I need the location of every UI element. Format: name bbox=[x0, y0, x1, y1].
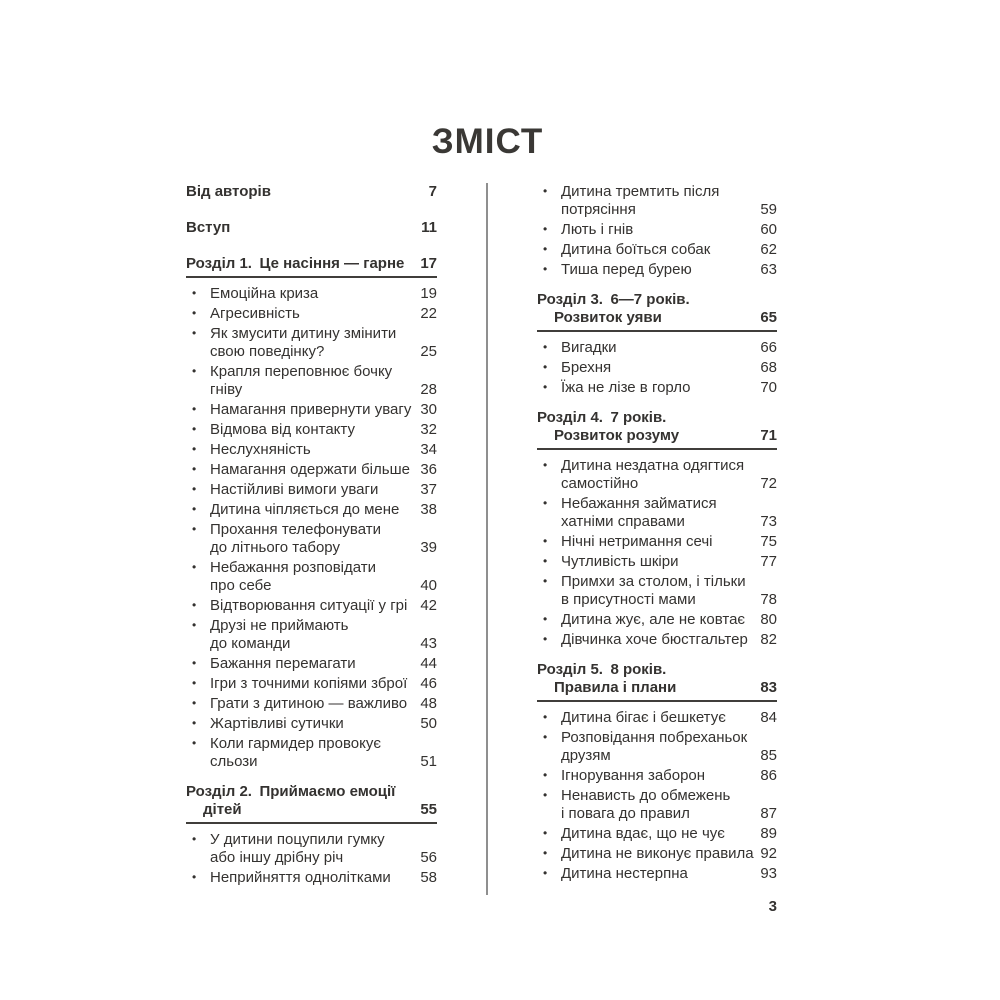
toc-entry-item bbox=[186, 675, 437, 693]
entry-text: Жартівливі сутички bbox=[210, 715, 344, 732]
bullet-icon: • bbox=[192, 522, 197, 536]
toc-entry-item bbox=[537, 339, 777, 357]
toc-entry-item bbox=[537, 729, 777, 765]
entry-text-continued: про себе bbox=[210, 577, 272, 594]
bullet-icon: • bbox=[192, 326, 197, 340]
toc-entry-item bbox=[537, 845, 777, 863]
entry-text-continued: Розвиток уяви bbox=[554, 309, 662, 326]
bullet-icon: • bbox=[543, 380, 548, 394]
entry-text: Небажання займатися bbox=[561, 495, 717, 512]
entry-page-number: 28 bbox=[420, 381, 437, 398]
entry-text-continued: до команди bbox=[210, 635, 291, 652]
entry-text: Чутливість шкіри bbox=[561, 553, 679, 570]
bullet-icon: • bbox=[192, 676, 197, 690]
toc-entry-item bbox=[186, 461, 437, 479]
bullet-icon: • bbox=[192, 832, 197, 846]
entry-text: Коли гармидер провокує bbox=[210, 735, 382, 752]
entry-text: Їжа не лізе в горло bbox=[561, 379, 691, 396]
entry-text: Розділ 5. 8 років. bbox=[537, 661, 667, 678]
entry-text-continued: хатніми справами bbox=[561, 513, 685, 530]
entry-page-number: 44 bbox=[420, 655, 437, 672]
entry-page-number: 55 bbox=[420, 801, 437, 818]
entry-text: Тиша перед бурею bbox=[561, 261, 692, 278]
toc-entry-item bbox=[537, 221, 777, 239]
entry-text: Намагання привернути увагу bbox=[210, 401, 412, 418]
toc-entry-item bbox=[537, 533, 777, 551]
entry-text: Розділ 1. Це насіння — гарне bbox=[186, 255, 405, 272]
bullet-icon: • bbox=[192, 462, 197, 476]
bullet-icon: • bbox=[543, 846, 548, 860]
entry-text-continued: до літнього табору bbox=[210, 539, 340, 556]
column-divider-rule bbox=[486, 183, 488, 895]
entry-page-number: 78 bbox=[760, 591, 777, 608]
entry-text: Дитина нестерпна bbox=[561, 865, 688, 882]
entry-text: Відмова від контакту bbox=[210, 421, 355, 438]
entry-text: Дитина вдає, що не чує bbox=[561, 825, 725, 842]
bullet-icon: • bbox=[543, 222, 548, 236]
entry-text: Брехня bbox=[561, 359, 612, 376]
toc-entry-item bbox=[537, 573, 777, 609]
entry-text: У дитини поцупили гумку bbox=[210, 831, 385, 848]
toc-entry-item bbox=[186, 559, 437, 595]
page-number: 3 bbox=[768, 898, 777, 915]
toc-columns bbox=[186, 183, 777, 895]
entry-text-continued: друзям bbox=[561, 747, 611, 764]
entry-text: Дитина жує, але не ковтає bbox=[561, 611, 746, 628]
toc-entry-item bbox=[537, 767, 777, 785]
entry-text: Ігнорування заборон bbox=[561, 767, 706, 784]
entry-page-number: 77 bbox=[760, 553, 777, 570]
entry-page-number: 60 bbox=[760, 221, 777, 238]
entry-page-number: 42 bbox=[420, 597, 437, 614]
bullet-icon: • bbox=[543, 262, 548, 276]
toc-entry-section bbox=[537, 409, 777, 450]
toc-entry-item bbox=[537, 865, 777, 883]
entry-page-number: 34 bbox=[420, 441, 437, 458]
bullet-icon: • bbox=[192, 696, 197, 710]
entry-text-continued: дітей bbox=[203, 801, 242, 818]
bullet-icon: • bbox=[192, 618, 197, 632]
entry-page-number: 36 bbox=[420, 461, 437, 478]
entry-page-number: 46 bbox=[420, 675, 437, 692]
entry-page-number: 50 bbox=[420, 715, 437, 732]
bullet-icon: • bbox=[543, 340, 548, 354]
entry-page-number: 19 bbox=[420, 285, 437, 302]
entry-text: Емоційна криза bbox=[210, 285, 319, 302]
bullet-icon: • bbox=[192, 502, 197, 516]
bullet-icon: • bbox=[543, 788, 548, 802]
entry-text: Друзі не приймають bbox=[210, 617, 349, 634]
toc-entry-section bbox=[537, 291, 777, 332]
entry-text: Примхи за столом, і тільки bbox=[561, 573, 746, 590]
entry-page-number: 66 bbox=[760, 339, 777, 356]
toc-entry-item bbox=[186, 735, 437, 771]
bullet-icon: • bbox=[543, 184, 548, 198]
entry-text-continued: свою поведінку? bbox=[210, 343, 325, 360]
entry-page-number: 87 bbox=[760, 805, 777, 822]
entry-page-number: 71 bbox=[760, 427, 777, 444]
entry-page-number: 73 bbox=[760, 513, 777, 530]
toc-entry-item bbox=[186, 869, 437, 887]
toc-entry-section bbox=[186, 783, 437, 824]
toc-entry-item bbox=[186, 597, 437, 615]
entry-page-number: 68 bbox=[760, 359, 777, 376]
entry-text-continued: в присутності мами bbox=[561, 591, 696, 608]
entry-page-number: 63 bbox=[760, 261, 777, 278]
toc-entry-item bbox=[537, 787, 777, 823]
entry-text: Агресивність bbox=[210, 305, 300, 322]
bullet-icon: • bbox=[543, 632, 548, 646]
entry-page-number: 43 bbox=[420, 635, 437, 652]
toc-entry-item bbox=[537, 379, 777, 397]
entry-page-number: 80 bbox=[760, 611, 777, 628]
toc-entry-item bbox=[537, 359, 777, 377]
entry-text: Крапля переповнює бочку bbox=[210, 363, 393, 380]
entry-text: Як змусити дитину змінити bbox=[210, 325, 397, 342]
entry-page-number: 85 bbox=[760, 747, 777, 764]
entry-text: Вигадки bbox=[561, 339, 617, 356]
entry-text: Дитина не виконує правила bbox=[561, 845, 754, 862]
entry-text: Розділ 4. 7 років. bbox=[537, 409, 667, 426]
entry-text-continued: або іншу дрібну річ bbox=[210, 849, 344, 866]
toc-entry-item bbox=[537, 241, 777, 259]
entry-text-continued: Правила і плани bbox=[554, 679, 677, 696]
entry-text: Неприйняття однолітками bbox=[210, 869, 391, 886]
toc-column-right bbox=[537, 183, 777, 885]
entry-page-number: 11 bbox=[421, 219, 437, 236]
entry-text: Дитина нездатна одягтися bbox=[561, 457, 745, 474]
entry-text: Прохання телефонувати bbox=[210, 521, 381, 538]
entry-page-number: 51 bbox=[420, 753, 437, 770]
toc-entry-front bbox=[186, 219, 437, 237]
bullet-icon: • bbox=[192, 422, 197, 436]
toc-entry-item bbox=[537, 183, 777, 219]
entry-text: Розділ 3. 6—7 років. bbox=[537, 291, 690, 308]
toc-entry-item bbox=[186, 715, 437, 733]
bullet-icon: • bbox=[543, 866, 548, 880]
entry-text: Дитина чіпляється до мене bbox=[210, 501, 400, 518]
entry-text-continued: потрясіння bbox=[561, 201, 636, 218]
bullet-icon: • bbox=[543, 730, 548, 744]
entry-text: Нічні нетримання сечі bbox=[561, 533, 713, 550]
entry-text: Ненависть до обмежень bbox=[561, 787, 731, 804]
toc-entry-item bbox=[537, 825, 777, 843]
entry-text: Розділ 2. Приймаємо емоції bbox=[186, 783, 396, 800]
entry-page-number: 72 bbox=[760, 475, 777, 492]
toc-entry-section bbox=[186, 255, 437, 278]
bullet-icon: • bbox=[192, 870, 197, 884]
toc-entry-item bbox=[186, 363, 437, 399]
toc-entry-item bbox=[537, 457, 777, 493]
bullet-icon: • bbox=[192, 656, 197, 670]
page-title: ЗМІСТ bbox=[431, 122, 544, 161]
toc-entry-item bbox=[186, 655, 437, 673]
toc-entry-item bbox=[537, 631, 777, 649]
bullet-icon: • bbox=[192, 482, 197, 496]
entry-text: Розповідання побреханьок bbox=[561, 729, 748, 746]
entry-text: Дитина бігає і бешкетує bbox=[561, 709, 726, 726]
bullet-icon: • bbox=[192, 598, 197, 612]
entry-page-number: 22 bbox=[420, 305, 437, 322]
entry-page-number: 40 bbox=[420, 577, 437, 594]
bullet-icon: • bbox=[543, 612, 548, 626]
toc-entry-item bbox=[186, 441, 437, 459]
toc-entry-item bbox=[537, 709, 777, 727]
entry-page-number: 89 bbox=[760, 825, 777, 842]
entry-page-number: 37 bbox=[420, 481, 437, 498]
entry-text: Намагання одержати більше bbox=[210, 461, 410, 478]
entry-text: Відтворювання ситуації у грі bbox=[210, 597, 408, 614]
toc-entry-item bbox=[537, 611, 777, 629]
entry-page-number: 59 bbox=[760, 201, 777, 218]
bullet-icon: • bbox=[192, 560, 197, 574]
toc-entry-item bbox=[186, 421, 437, 439]
bullet-icon: • bbox=[192, 306, 197, 320]
entry-text-continued: гніву bbox=[210, 381, 243, 398]
entry-text: Дівчинка хоче бюстгальтер bbox=[561, 631, 748, 648]
toc-entry-item bbox=[186, 521, 437, 557]
entry-text: Небажання розповідати bbox=[210, 559, 377, 576]
bullet-icon: • bbox=[192, 736, 197, 750]
entry-page-number: 86 bbox=[760, 767, 777, 784]
bullet-icon: • bbox=[192, 286, 197, 300]
entry-text-continued: сльози bbox=[210, 753, 258, 770]
toc-entry-item bbox=[186, 285, 437, 303]
entry-page-number: 62 bbox=[760, 241, 777, 258]
entry-text: Дитина боїться собак bbox=[561, 241, 711, 258]
entry-page-number: 75 bbox=[760, 533, 777, 550]
toc-entry-item bbox=[186, 401, 437, 419]
toc-entry-item bbox=[186, 481, 437, 499]
bullet-icon: • bbox=[543, 574, 548, 588]
entry-text: Лють і гнів bbox=[561, 221, 634, 238]
bullet-icon: • bbox=[543, 496, 548, 510]
entry-page-number: 83 bbox=[760, 679, 777, 696]
entry-text-continued: самостійно bbox=[561, 475, 639, 492]
bullet-icon: • bbox=[543, 768, 548, 782]
bullet-icon: • bbox=[543, 360, 548, 374]
bullet-icon: • bbox=[543, 534, 548, 548]
toc-column-left bbox=[186, 183, 437, 889]
entry-text: Вступ bbox=[186, 219, 231, 236]
entry-page-number: 39 bbox=[420, 539, 437, 556]
entry-page-number: 93 bbox=[760, 865, 777, 882]
entry-page-number: 48 bbox=[420, 695, 437, 712]
bullet-icon: • bbox=[192, 364, 197, 378]
toc-entry-item bbox=[186, 305, 437, 323]
toc-entry-item bbox=[537, 495, 777, 531]
toc-entry-item bbox=[186, 831, 437, 867]
bullet-icon: • bbox=[192, 402, 197, 416]
bullet-icon: • bbox=[543, 710, 548, 724]
bullet-icon: • bbox=[543, 826, 548, 840]
bullet-icon: • bbox=[543, 458, 548, 472]
toc-entry-item bbox=[186, 325, 437, 361]
entry-page-number: 58 bbox=[420, 869, 437, 886]
entry-page-number: 65 bbox=[760, 309, 777, 326]
toc-entry-item bbox=[186, 501, 437, 519]
bullet-icon: • bbox=[543, 242, 548, 256]
entry-page-number: 32 bbox=[420, 421, 437, 438]
entry-page-number: 82 bbox=[760, 631, 777, 648]
toc-entry-item bbox=[186, 695, 437, 713]
entry-text: Бажання перемагати bbox=[210, 655, 356, 672]
toc-entry-front bbox=[186, 183, 437, 201]
entry-text: Від авторів bbox=[186, 183, 271, 200]
toc-entry-item bbox=[186, 617, 437, 653]
toc-entry-item bbox=[537, 261, 777, 279]
toc-entry-section bbox=[537, 661, 777, 702]
entry-text-continued: і повага до правил bbox=[561, 805, 690, 822]
bullet-icon: • bbox=[543, 554, 548, 568]
entry-page-number: 56 bbox=[420, 849, 437, 866]
entry-text: Грати з дитиною — важливо bbox=[210, 695, 408, 712]
toc-entry-item bbox=[537, 553, 777, 571]
entry-page-number: 38 bbox=[420, 501, 437, 518]
entry-text: Неслухняність bbox=[210, 441, 311, 458]
entry-text: Настійливі вимоги уваги bbox=[210, 481, 379, 498]
bullet-icon: • bbox=[192, 442, 197, 456]
entry-text-continued: Розвиток розуму bbox=[554, 427, 680, 444]
entry-page-number: 7 bbox=[428, 183, 437, 200]
entry-page-number: 25 bbox=[420, 343, 437, 360]
entry-page-number: 70 bbox=[760, 379, 777, 396]
bullet-icon: • bbox=[192, 716, 197, 730]
entry-text: Ігри з точними копіями зброї bbox=[210, 675, 408, 692]
entry-page-number: 17 bbox=[420, 255, 437, 272]
entry-page-number: 84 bbox=[760, 709, 777, 726]
entry-text: Дитина тремтить після bbox=[561, 183, 720, 200]
entry-page-number: 92 bbox=[760, 845, 777, 862]
entry-page-number: 30 bbox=[420, 401, 437, 418]
